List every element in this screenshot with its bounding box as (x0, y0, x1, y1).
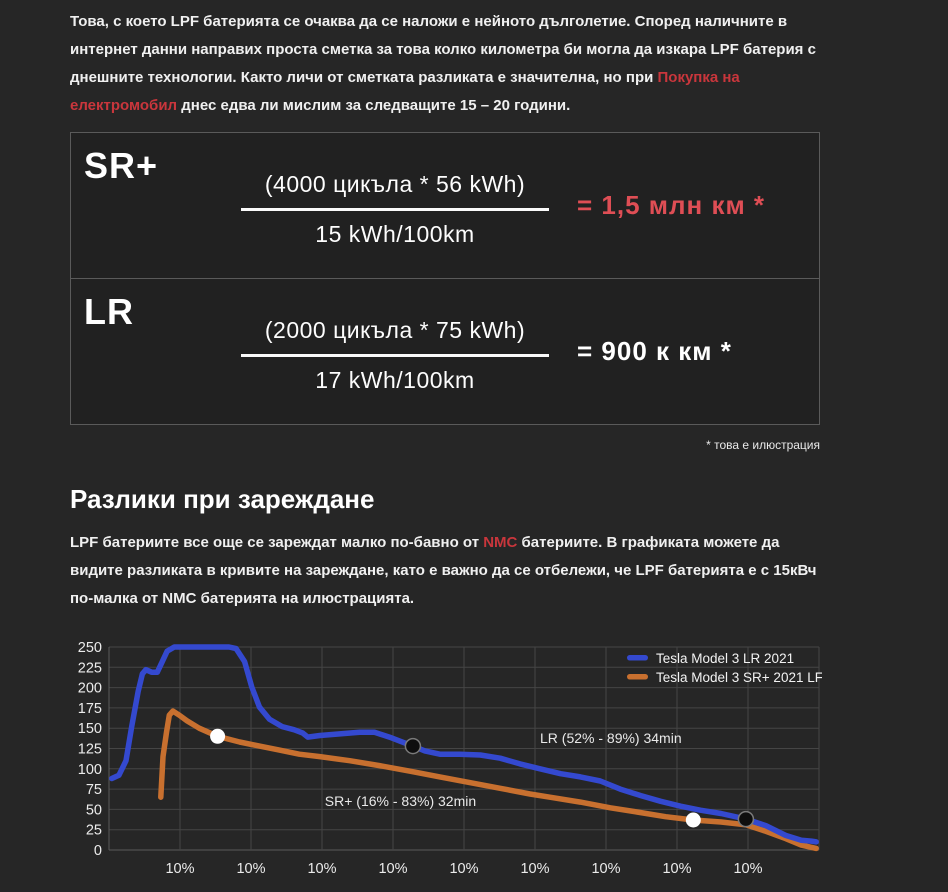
y-tick-label: 250 (77, 641, 102, 656)
y-tick-label: 150 (77, 721, 102, 738)
x-tick-label: 10% (165, 861, 195, 877)
legend-label: Tesla Model 3 LR 2021 (656, 651, 795, 666)
formula-denominator-lr: 17 kWh/100km (315, 367, 475, 393)
intro-text-1: Това, с което LPF батерията се очаква да се наложи е нейното дълголетие. Според наличните в интернет данни направих проста сметка за това колко километра би могла да изкара LPF батерия с днешните технологии. Както личи от сметката разликата е значителна, но при (70, 13, 816, 86)
x-tick-label: 10% (662, 861, 692, 877)
intro-paragraph (70, 0, 820, 120)
battery-formula-box (70, 132, 820, 425)
intro-text-2: днес едва ли мислим за следващите 15 – 20 години. (177, 97, 571, 114)
formula-fraction-lr (239, 309, 551, 394)
x-tick-label: 10% (520, 861, 550, 877)
y-tick-label: 100 (77, 761, 102, 778)
x-tick-label: 10% (591, 861, 621, 877)
charging-text-2: батериите. В графиката можете да видите разликата в кривите на зареждане, като е важно да се отбележи, че LPF батерията е с 15кВч по-малка от NMC батерията на илюстрацията. (70, 534, 817, 607)
formula-result-lr: = 900 к км * (577, 336, 732, 366)
formula-result-srplus: = 1,5 млн км * (577, 190, 766, 220)
formula-row-srplus (71, 133, 819, 278)
chart-annotation: LR (52% - 89%) 34min (540, 729, 682, 746)
charge-window-marker (405, 739, 420, 754)
y-tick-label: 125 (77, 741, 102, 758)
formula-row-lr (71, 278, 819, 424)
section-heading: Разлики при зареждане (70, 484, 375, 514)
charge-window-marker (738, 812, 753, 827)
x-tick-label: 10% (733, 861, 763, 877)
charging-curves-chart[interactable] (70, 641, 822, 887)
formula-numerator-lr: (2000 цикъла * 75 kWh) (264, 317, 526, 343)
illustration-footnote: * това е илюстрация (706, 438, 820, 452)
legend-label: Tesla Model 3 SR+ 2021 LFP (656, 670, 822, 685)
y-tick-label: 200 (77, 680, 102, 697)
chart-annotation: SR+ (16% - 83%) 32min (324, 793, 477, 810)
y-tick-label: 0 (93, 843, 102, 859)
y-tick-label: 25 (85, 822, 102, 839)
formula-numerator-srplus: (4000 цикъла * 56 kWh) (264, 171, 526, 197)
formula-label-lr: LR (84, 291, 134, 332)
charging-chart-container (70, 641, 820, 892)
y-tick-label: 225 (77, 660, 102, 677)
charging-link-nmc[interactable]: NMC (483, 534, 518, 551)
x-tick-label: 10% (378, 861, 408, 877)
y-tick-label: 50 (85, 802, 102, 819)
x-tick-label: 10% (307, 861, 337, 877)
legend-swatch (627, 674, 648, 680)
charge-window-marker (210, 729, 225, 744)
charging-text-1: LPF батериите все още се зареждат малко по-бавно от (70, 534, 484, 551)
y-tick-label: 175 (77, 700, 102, 717)
fraction-bar (241, 208, 549, 211)
fraction-bar (241, 354, 549, 357)
formula-label-srplus: SR+ (84, 145, 159, 186)
x-tick-label: 10% (449, 861, 479, 877)
formula-fraction-srplus (239, 163, 551, 248)
legend-swatch (627, 655, 648, 661)
y-tick-label: 75 (85, 782, 102, 799)
intro-link-buy-ev[interactable]: Покупка на електромобил (70, 69, 740, 114)
x-tick-label: 10% (236, 861, 266, 877)
charging-paragraph (70, 515, 820, 613)
article-content (70, 0, 820, 892)
series-line (161, 711, 816, 848)
charge-window-marker (686, 813, 701, 828)
formula-denominator-srplus: 15 kWh/100km (315, 221, 475, 247)
